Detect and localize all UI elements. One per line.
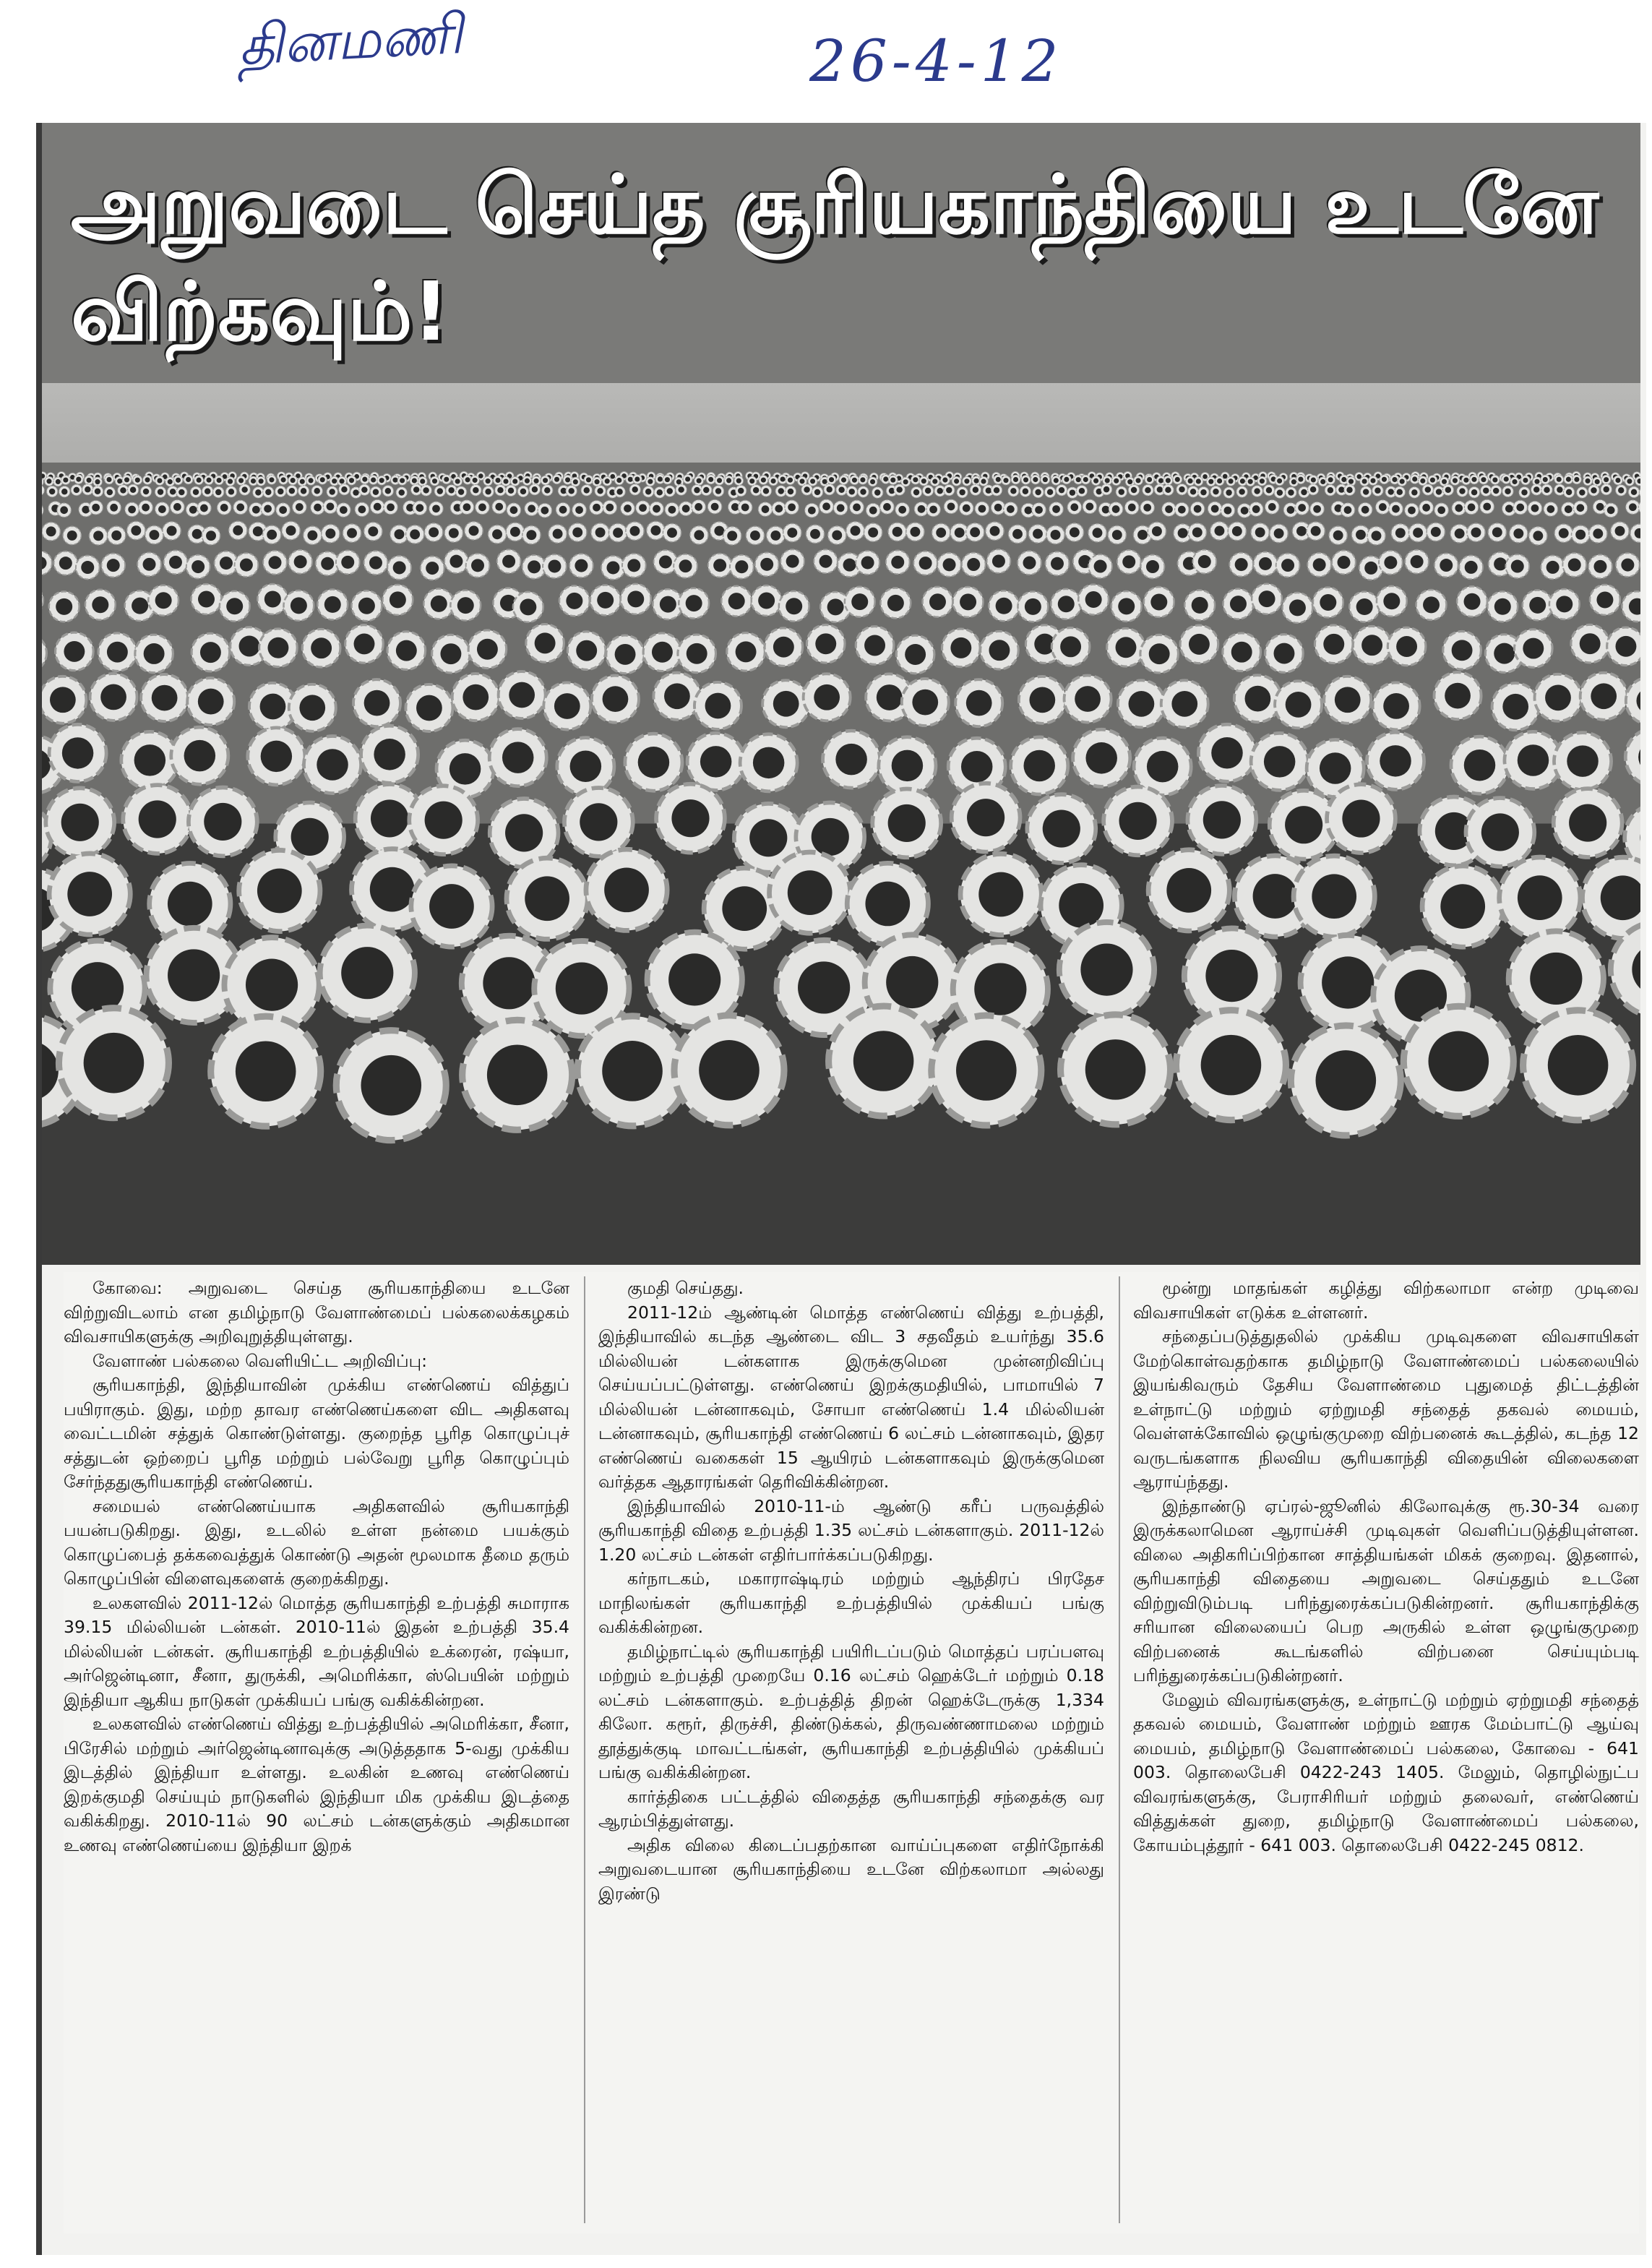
article-paragraph: குமதி செய்தது. [627, 1278, 744, 1298]
column-divider [584, 1276, 585, 2223]
article-column-2 [598, 1276, 1104, 2230]
article-paragraph: கர்நாடகம், மகாராஷ்டிரம் மற்றும் ஆந்திரப் பிரதேச மாநிலங்கள் சூரியகாந்தி உற்பத்தியில் முக்கியப் பங்கு வகிக்கின்றன. [598, 1568, 1104, 1637]
column-divider [1119, 1276, 1120, 2223]
article-paragraph: கோவை: அறுவடை செய்த சூரியகாந்தியை உடனே விற்றுவிடலாம் என தமிழ்நாடு வேளாண்மைப் பல்கலைக்கழகம் விவசாயிகளுக்கு அறிவுறுத்தியுள்ளது. [64, 1278, 569, 1346]
article-paragraph: சமையல் எண்ணெய்யாக அதிகளவில் சூரியகாந்தி பயன்படுகிறது. இது, உடலில் உள்ள நன்மை பயக்கும் கொழுப்பைத் தக்கவைத்துக் கொண்டு அதன் மூலமாக தீமை தரும் கொழுப்பின் விளைவுகளைக் குறைக்கிறது. [64, 1495, 569, 1589]
headline-banner [42, 123, 1640, 383]
article-paragraph: உலகளவில் எண்ணெய் வித்து உற்பத்தியில் அமெரிக்கா, சீனா, பிரேசில் மற்றும் அர்ஜென்டினாவுக்கு அடுத்ததாக 5-வது முக்கிய இடத்தில் இந்தியா உள்ளது. உலகின் உணவு எண்ணெய் இறக்குமதி செய்யும் நாடுகளில் இந்தியா மிக முக்கிய இடத்தை வகிக்கிறது. 2010-11ல் 90 லட்சம் டன்களுக்கும் அதிகமான உணவு எண்ணெய்யை இந்தியா இறக் [64, 1714, 569, 1855]
sunflower-field-photo [42, 463, 1640, 1265]
article-paragraph: அதிக விலை கிடைப்பதற்கான வாய்ப்புகளை எதிர்நோக்கி அறுவடையான சூரியகாந்தியை உடனே விற்கலாமா அல்லது இரண்டு [598, 1834, 1104, 1904]
article-paragraph: இந்தாண்டு ஏப்ரல்-ஜூனில் கிலோவுக்கு ரூ.30-34 வரை இருக்கலாமென ஆராய்ச்சி முடிவுகள் வெளிப்படுத்தியுள்ளன. விலை அதிகரிப்பிற்கான சாத்தியங்கள் மிகக் குறைவு. இதனால், சூரியகாந்தி விதையை அறுவடை செய்ததும் உடனே விற்றுவிடும்படி பரிந்துரைக்கப்படுகின்றனர். சூரியகாந்திக்கு சரியான விலையைப் பெற அருகில் உள்ள ஒழுங்குமுறை விற்பனைக் கூடங்களில் விற்பனை செய்யும்படி பரிந்துரைக்கப்படுகின்றனர். [1133, 1495, 1639, 1685]
article-column-1 [64, 1276, 569, 2230]
article-paragraph: 2011-12ம் ஆண்டின் மொத்த எண்ணெய் வித்து உற்பத்தி, இந்தியாவில் கடந்த ஆண்டை விட 3 சதவீதம் உயர்ந்து 35.6 மில்லியன் டன்களாக இருக்குமென முன்னறிவிப்பு செய்யப்பட்டுள்ளது. எண்ணெய் இறக்குமதியில், பாமாயில் 7 மில்லியன் டன்னாகவும், சோயா எண்ணெய் 1.4 மில்லியன் டன்னாகவும், சூரியகாந்தி எண்ணெய் 6 லட்சம் டன்னாகவும், இதர எண்ணெய் வகைகள் 15 ஆயிரம் டன்களாகவும் இருக்குமென வர்த்தக ஆதாரங்கள் தெரிவிக்கின்றன. [598, 1302, 1104, 1492]
article-paragraph: சூரியகாந்தி, இந்தியாவின் முக்கிய எண்ணெய் வித்துப் பயிராகும். இது, மற்ற தாவர எண்ணெய்களை விட அதிகளவு வைட்டமின் சத்துக் கொண்டுள்ளது. குறைந்த பூரித கொழுப்புச் சத்துடன் ஒற்றைப் பூரித மற்றும் பல்வேறு பூரித கொழுப்பும் சேர்ந்ததுசூரியகாந்தி எண்ணெய். [64, 1375, 569, 1492]
clipping-date: 26-4-12 [809, 27, 1063, 95]
article-paragraph: மூன்று மாதங்கள் கழித்து விற்கலாமா என்ற முடிவை விவசாயிகள் எடுக்க உள்ளனர். [1133, 1278, 1639, 1323]
article-body [64, 1272, 1639, 2233]
article-paragraph: தமிழ்நாட்டில் சூரியகாந்தி பயிரிடப்படும் மொத்தப் பரப்பளவு மற்றும் உற்பத்தி முறையே 0.16 லட்சம் ஹெக்டேர் மற்றும் 0.18 லட்சம் டன்களாகும். உற்பத்தித் திறன் ஹெக்டேருக்கு 1,334 கிலோ. கரூர், திருச்சி, திண்டுக்கல், திருவண்ணாமலை மற்றும் தூத்துக்குடி மாவட்டங்கள், சூரியகாந்தி உற்பத்தியில் முக்கியப் பங்கு வகிக்கின்றன. [598, 1641, 1104, 1782]
article-paragraph: வேளாண் பல்கலை வெளியிட்ட அறிவிப்பு: [93, 1350, 427, 1371]
article-paragraph: உலகளவில் 2011-12ல் மொத்த சூரியகாந்தி உற்பத்தி சுமாராக 39.15 மில்லியன் டன்கள். 2010-11ல் இதன் உற்பத்தி 35.4 மில்லியன் டன்கள். சூரியகாந்தி உற்பத்தியில் உக்ரைன், ரஷ்யா, அர்ஜென்டினா, சீனா, துருக்கி, அமெரிக்கா, ஸ்பெயின் மற்றும் இந்தியா ஆகிய நாடுகள் முக்கியப் பங்கு வகிக்கின்றன. [64, 1592, 569, 1710]
article-headline: அறுவடை செய்த சூரியகாந்தியை உடனே விற்கவும்! [71, 158, 1599, 359]
newspaper-clipping [36, 123, 1646, 2255]
article-column-3 [1133, 1276, 1639, 2230]
article-paragraph: மேலும் விவரங்களுக்கு, உள்நாட்டு மற்றும் ஏற்றுமதி சந்தைத் தகவல் மையம், வேளாண் மற்றும் ஊரக மேம்பாட்டு ஆய்வு மையம், தமிழ்நாடு வேளாண்மைப் பல்கலை, கோவை - 641 003. தொலைபேசி 0422-243 1405. மேலும், தொழில்நுட்ப விவரங்களுக்கு, பேராசிரியர் மற்றும் தலைவர், எண்ணெய் வித்துக்கள் துறை, தமிழ்நாடு வேளாண்மைப் பல்கலை, கோயம்புத்தூர் - 641 003. தொலைபேசி 0422-245 0812. [1133, 1689, 1639, 1855]
article-paragraph: சந்தைப்படுத்துதலில் முக்கிய முடிவுகளை விவசாயிகள் மேற்கொள்வதற்காக தமிழ்நாடு வேளாண்மைப் பல்கலையில் இயங்கிவரும் தேசிய வேளாண்மை புதுமைத் திட்டத்தின் உள்நாட்டு மற்றும் ஏற்றுமதி சந்தைத் தகவல் மையம், வெள்ளக்கோவில் ஒழுங்குமுறை விற்பனைக் கூடத்தில், கடந்த 12 வருடங்களாக நிலவிய சூரியகாந்தி விதையின் விலைகளை ஆராய்ந்தது. [1133, 1326, 1639, 1492]
newspaper-name: தினமணி [236, 1, 465, 78]
article-paragraph: கார்த்திகை பட்டத்தில் விதைத்த சூரியகாந்தி சந்தைக்கு வர ஆரம்பித்துள்ளது. [598, 1786, 1104, 1831]
article-paragraph: இந்தியாவில் 2010-11-ம் ஆண்டு கரீப் பருவத்தில் சூரியகாந்தி விதை உற்பத்தி 1.35 லட்சம் டன்களாகும். 2011-12ல் 1.20 லட்சம் டன்கள் எதிர்பார்க்கப்படுகிறது. [598, 1495, 1104, 1565]
